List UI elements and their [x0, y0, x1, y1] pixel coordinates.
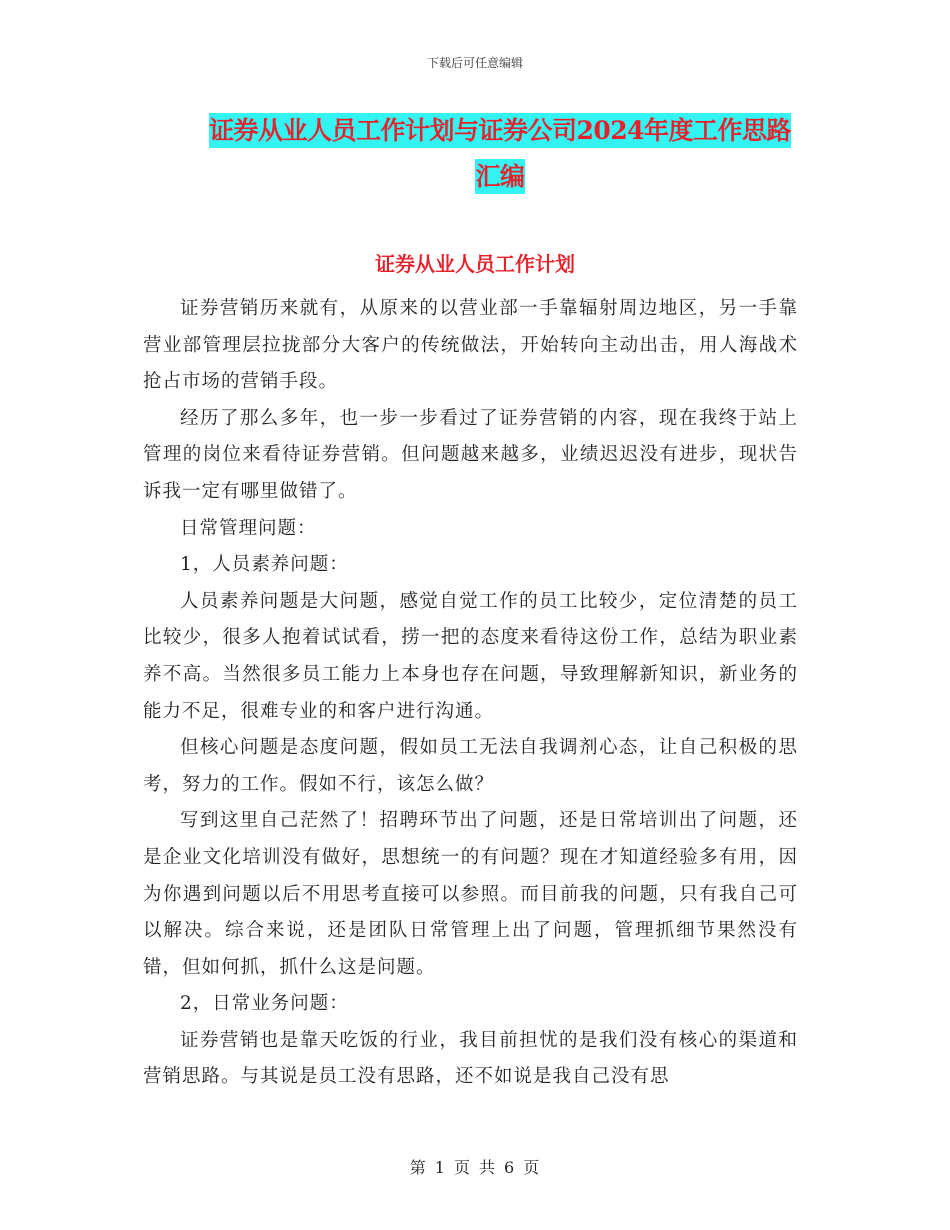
paragraph: 日常管理问题： — [180, 517, 317, 539]
paragraph: 人员素养问题是大问题，感觉自觉工作的员工比较少，定位清楚的员工比较少，很多人抱着试试看，捞一把的态度来看待这份工作，总结为职业素养不高。当然很多员工能力上本身也存在问题，导致理解新知识，新业务的能力不足，很难专业的和客户进行沟通。 — [143, 590, 798, 722]
total-pages: 6 — [504, 1158, 516, 1177]
paragraph: 1，人员素养问题： — [180, 554, 349, 576]
total-unit: 页 — [523, 1158, 541, 1177]
paragraph: 证券营销历来就有，从原来的以营业部一手靠辐射周边地区，另一手靠营业部管理层拉拢部分大客户的传统做法，开始转向主动出击，用人海战术抢占市场的营销手段。 — [143, 298, 798, 393]
paragraph: 但核心问题是态度问题，假如员工无法自我调剂心态，让自己积极的思考，努力的工作。假如不行，该怎么做？ — [143, 737, 798, 795]
paragraph: 写到这里自己茫然了！招聘环节出了问题，还是日常培训出了问题，还是企业文化培训没有做好，思想统一的有问题？现在才知道经验多有用，因为你遇到问题以后不用思考直接可以参照。而目前我的问题，只有我自己可以解决。综合来说，还是团队日常管理上出了问题，管理抓细节果然没有错，但如何抓，抓什么这是问题。 — [143, 810, 798, 978]
paragraph: 2，日常业务问题： — [180, 993, 349, 1015]
page-label: 第 — [409, 1158, 427, 1177]
page-footer — [0, 1155, 950, 1178]
page-header-note: 下载后可任意编辑 — [426, 56, 523, 70]
paragraph: 经历了那么多年，也一步一步看过了证券营销的内容，现在我终于站上管理的岗位来看待证券营销。但问题越来越多，业绩迟迟没有进步，现状告诉我一定有哪里做错了。 — [143, 407, 798, 502]
section-title: 证券从业人员工作计划 — [375, 252, 575, 276]
document-title-line-1: 证券从业人员工作计划与证券公司2024年度工作思路 — [209, 113, 791, 148]
body-text — [143, 291, 798, 1096]
total-label: 共 — [479, 1158, 497, 1177]
document-title-line-2: 汇编 — [475, 159, 524, 194]
page-number: 1 — [434, 1158, 446, 1177]
paragraph: 证券营销也是靠天吃饭的行业，我目前担忧的是我们没有核心的渠道和营销思路。与其说是员工没有思路，还不如说是我自己没有思 — [143, 1029, 798, 1088]
page-unit: 页 — [453, 1158, 471, 1177]
document-title — [190, 108, 810, 200]
